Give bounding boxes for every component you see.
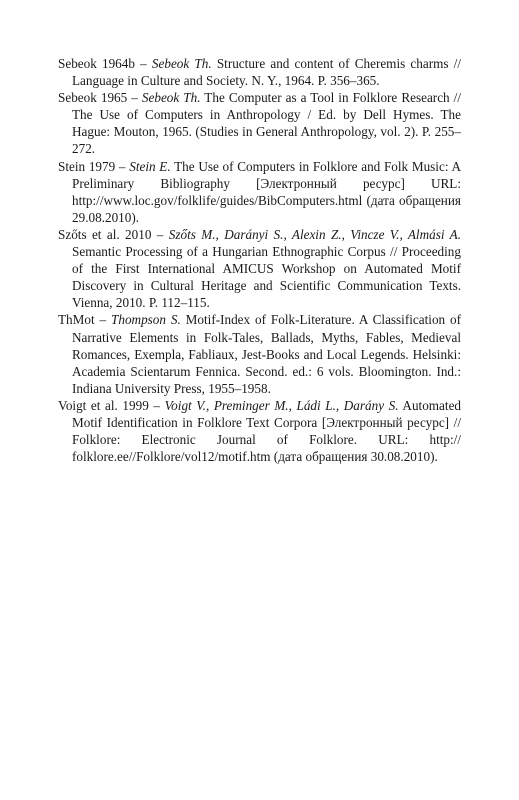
entry-key: Szőts et al. 2010 bbox=[58, 226, 152, 242]
bibliography-entry bbox=[58, 397, 461, 465]
entry-key: Sebeok 1964b bbox=[58, 56, 135, 71]
entry-text: Structure and content of Cheremis charms // Language in Culture and Society. N. Y., 1964. P. 356–365. bbox=[72, 56, 461, 89]
entry-text: Motif-Index of Folk-Literature. A Classification of Narrative Elements in Folk-Tales, Ballads, Myths, Fables, Medieval Romances, Exempla, Fabliaux, Jest-Books and Local Legends. Helsinki: Academia Scientarum Fennica. Second. ed.: 6 vols. Bloomington. Ind.: Indiana University Press, 1955–1958. bbox=[72, 312, 462, 396]
entry-key: ThMot bbox=[58, 312, 95, 328]
entry-separator: – bbox=[115, 158, 130, 174]
entry-text: The Use of Computers in Folklore and Folk Music: A Preliminary Bibliography [Электронный ресурс] URL: http://www.loc.gov/folklife/guides/BibComputers.html (дата обращения 29.08.2010). bbox=[72, 158, 461, 225]
bibliography-entry bbox=[58, 311, 461, 396]
bibliography-entry bbox=[58, 55, 461, 89]
entry-separator: – bbox=[134, 56, 152, 71]
bibliography-entry bbox=[58, 226, 461, 311]
entry-separator: – bbox=[151, 226, 169, 242]
entry-author: Sebeok Th. bbox=[141, 90, 201, 106]
entry-key: Stein 1979 bbox=[58, 158, 116, 174]
bibliography-entry bbox=[58, 89, 461, 157]
entry-separator: – bbox=[148, 397, 165, 413]
entry-text: Semantic Processing of a Hungarian Ethnographic Corpus // Proceeding of the First International AMICUS Workshop on Automated Motif Discovery in Cultural Heritage and Scientific Communication Texts. Vienna, 2010. P. 112–115. bbox=[72, 244, 461, 311]
entry-author: Szőts M., Darányi S., Alexin Z., Vincze V., Almási A. bbox=[168, 226, 462, 242]
entry-author: Sebeok Th. bbox=[151, 56, 212, 71]
entry-separator: – bbox=[127, 90, 142, 106]
entry-author: Stein E. bbox=[129, 158, 171, 174]
entry-author: Voigt V., Preminger M., Ládi L., Darány S. bbox=[164, 397, 399, 413]
bibliography-entry bbox=[58, 158, 461, 226]
entry-key: Voigt et al. 1999 bbox=[58, 397, 149, 413]
entry-key: Sebeok 1965 bbox=[58, 90, 128, 106]
entry-author: Thompson S. bbox=[111, 312, 181, 328]
entry-text: Automated Motif Identification in Folklore Text Corpora [Электронный ресурс] // Folklore: Electronic Journal of Folklore. URL: http:// folklore.ee//Folklore/vol12/motif.htm (дата обращения 30.08.2010). bbox=[72, 397, 462, 465]
entry-separator: – bbox=[94, 312, 112, 328]
bibliography-list bbox=[58, 55, 461, 465]
entry-text: The Computer as a Tool in Folklore Research // The Use of Computers in Anthropology / Ed. by Dell Hymes. The Hague: Mouton, 1965. (Studies in General Anthropology, vol. 2). P. 255–272. bbox=[72, 90, 462, 157]
